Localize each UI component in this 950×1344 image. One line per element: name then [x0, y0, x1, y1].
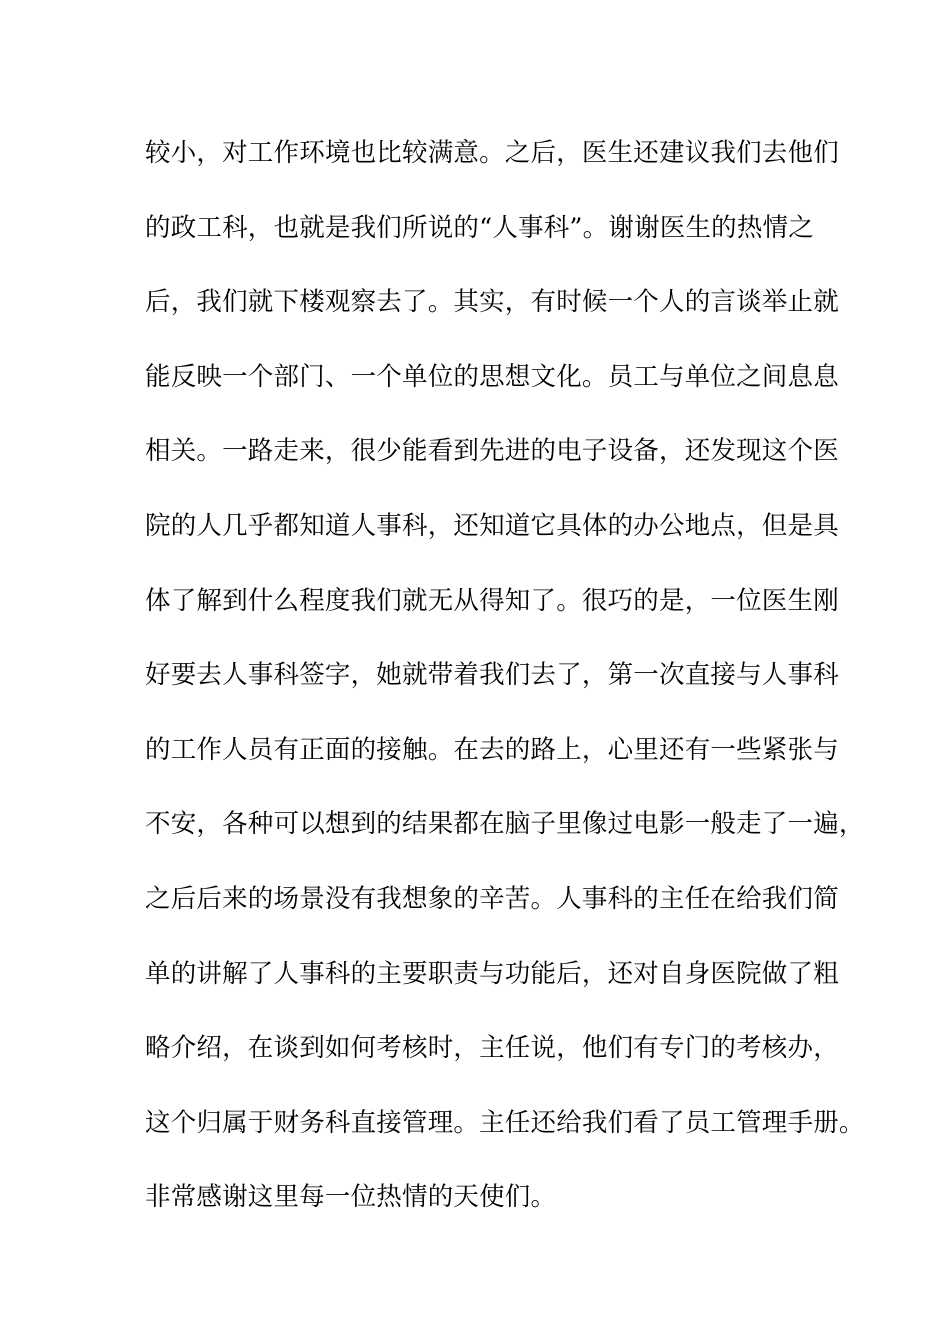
- text-line-6: 院的人几乎都知道人事科，还知道它具体的办公地点，但是具: [145, 510, 839, 541]
- text-line-14: 这个归属于财务科直接管理。主任还给我们看了员工管理手册。: [145, 1107, 865, 1138]
- text-line-13: 略介绍，在谈到如何考核时，主任说，他们有专门的考核办，: [145, 1033, 839, 1064]
- text-line-9: 的工作人员有正面的接触。在去的路上，心里还有一些紧张与: [145, 734, 839, 765]
- text-line-1: 较小，对工作环境也比较满意。之后，医生还建议我们去他们: [145, 138, 839, 168]
- text-line-11: 之后后来的场景没有我想象的辛苦。人事科的主任在给我们简: [145, 883, 839, 914]
- text-line-15: 非常感谢这里每一位热情的天使们。: [145, 1182, 557, 1213]
- text-line-7: 体了解到什么程度我们就无从得知了。很巧的是，一位医生刚: [145, 585, 839, 616]
- text-line-8: 好要去人事科签字，她就带着我们去了，第一次直接与人事科: [145, 660, 839, 691]
- text-line-12: 单的讲解了人事科的主要职责与功能后，还对自身医院做了粗: [145, 958, 839, 989]
- text-line-3: 后，我们就下楼观察去了。其实，有时候一个人的言谈举止就: [145, 287, 839, 318]
- text-line-2: 的政工科，也就是我们所说的“人事科”。谢谢医生的热情之: [145, 212, 814, 243]
- text-line-10: 不安，各种可以想到的结果都在脑子里像过电影一般走了一遍，: [145, 809, 865, 840]
- text-line-4: 能反映一个部门、一个单位的思想文化。员工与单位之间息息: [145, 361, 839, 392]
- text-line-5: 相关。一路走来，很少能看到先进的电子设备，还发现这个医: [145, 436, 839, 467]
- body-text: [145, 132, 865, 1251]
